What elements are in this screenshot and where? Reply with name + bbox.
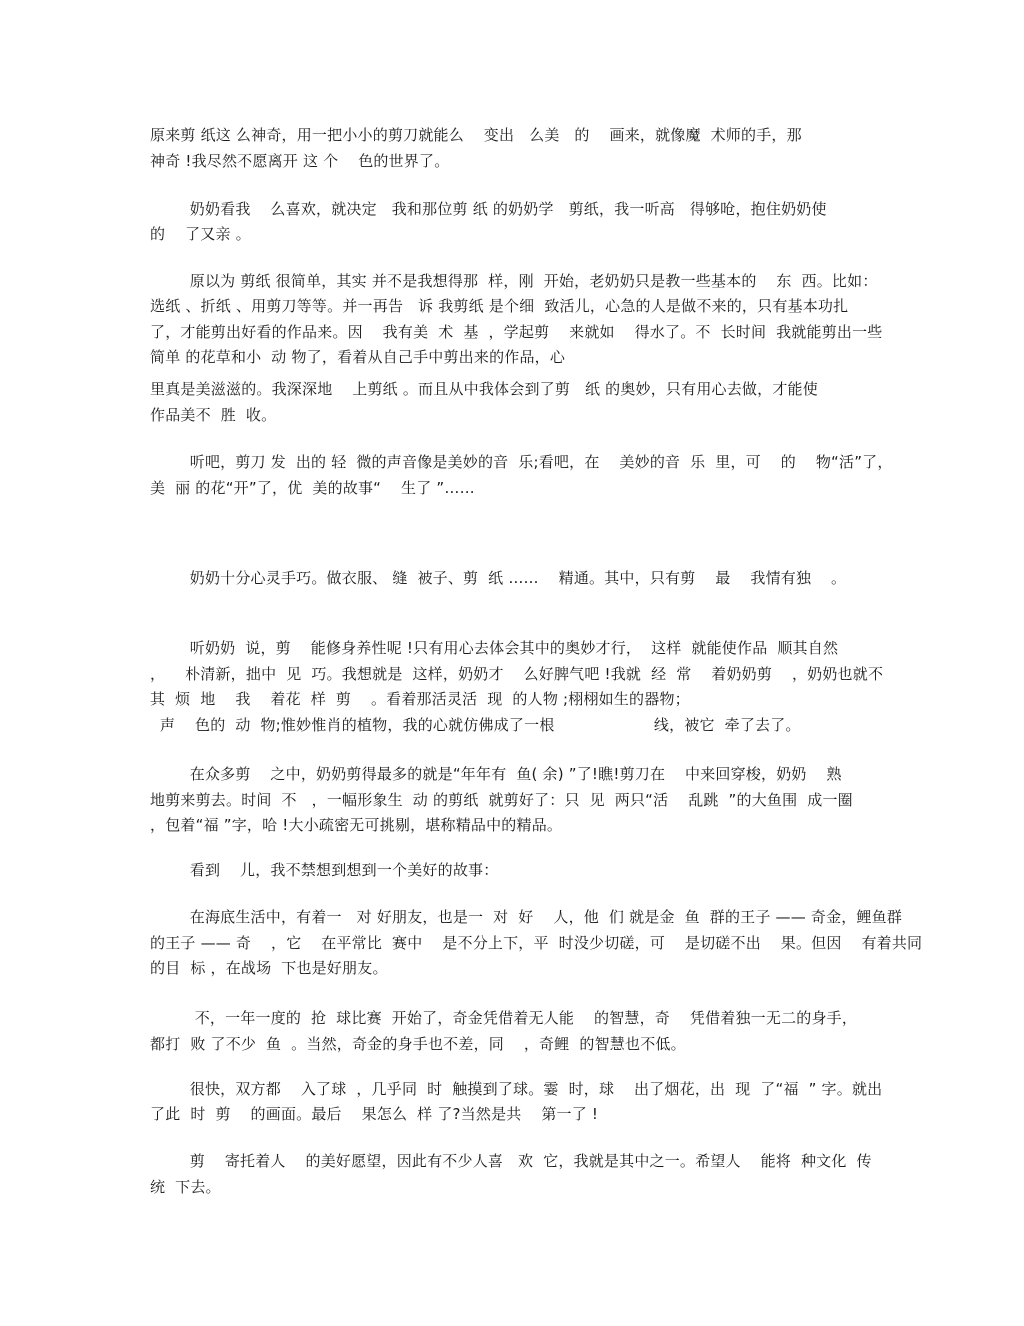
text-line: 的 了又亲 。 xyxy=(150,225,251,243)
text-line: 了，才能剪出好看的作品来。因 我有美 术 基 ，学起剪 来就如 得水了。不 长时间 我就能剪出一些 xyxy=(150,323,883,341)
text-line: 其 烦 地 我 着花 样 剪 。看着那活灵活 现 的人物 ;栩栩如生的器物； xyxy=(150,690,690,708)
text-line: 简单 的花草和小 动 物了，看着从自己手中剪出来的作品，心 xyxy=(150,348,566,366)
text-line: 不，一年一度的 抢 球比赛 开始了，奇金凭借着无人能 的智慧，奇 凭借着独一无二的身手， xyxy=(150,1009,858,1027)
text-line: 里真是美滋滋的。我深深地 上剪纸 。而且从中我体会到了剪 纸 的奥妙，只有用心去做，才能使 xyxy=(150,380,818,398)
text-line: 都打 败 了不少 鱼 。当然，奇金的身手也不差，同 ，奇鲤 的智慧也不低。 xyxy=(150,1035,686,1053)
text-line: 地剪来剪去。时间 不 ，一幅形象生 动 的剪纸 就剪好了：只 见 两只“活 乱跳 ”的大鱼围 成一圈 xyxy=(150,791,853,809)
text-line: 在众多剪 之中，奶奶剪得最多的就是“年年有 鱼( 余) ”了!瞧!剪刀在 中来回穿梭，奶奶 熟 xyxy=(150,765,842,783)
text-line: 统 下去。 xyxy=(150,1178,221,1196)
text-line: 奶奶看我 么喜欢，就决定 我和那位剪 纸 的奶奶学 剪纸，我一听高 得够呛，抱住奶奶使 xyxy=(150,200,827,218)
text-line: 看到 儿，我不禁想到想到一个美好的故事： xyxy=(150,861,499,879)
text-line: 作品美不 胜 收。 xyxy=(150,406,277,424)
text-line: ，包着“福 ”字，哈 !大小疏密无可挑剔，堪称精品中的精品。 xyxy=(150,816,563,834)
text-line: 奶奶十分心灵手巧。做衣服、 缝 被子、剪 纸 …… 精通。其中，只有剪 最 我情有独 。 xyxy=(150,569,847,587)
text-line: 剪 寄托着人 的美好愿望，因此有不少人喜 欢 它，我就是其中之一。希望人 能将 种文化 传 xyxy=(150,1152,872,1170)
text-line: 原来剪 纸这 么神奇，用一把小小的剪刀就能么 变出 么美 的 画来，就像魔 术师的手，那 xyxy=(150,126,802,144)
text-line: ， 朴清新，拙中 见 巧。我想就是 这样，奶奶才 么好脾气吧 !我就 经 常 着奶奶剪 ，奶奶也就不 xyxy=(150,665,884,683)
text-line: 了此 时 剪 的画面。最后 果怎么 样 了?当然是共 第一了 ! xyxy=(150,1105,599,1123)
text-line: 选纸 、折纸 、用剪刀等等。并一再告 诉 我剪纸 是个细 致活儿，心急的人是做不来的，只有基本功扎 xyxy=(150,297,849,315)
text-line: 的王子 —— 奇 ，它 在平常比 赛中 是不分上下，平 时没少切磋，可 是切磋不出 果。但因 有着共同 xyxy=(150,934,923,952)
text-line: 很快，双方都 入了球 ，几乎同 时 触摸到了球。霎 时，球 出了烟花，出 现 了“福 ” 字。就出 xyxy=(150,1080,883,1098)
text-line: 的目 标 ，在战场 下也是好朋友。 xyxy=(150,959,388,977)
text-line: 原以为 剪纸 很简单，其实 并不是我想得那 样，刚 开始，老奶奶只是教一些基本的 东 西。比如： xyxy=(150,272,878,290)
text-line: 声 色的 动 物;惟妙惟肖的植物，我的心就仿佛成了一根 线，被它 牵了去了。 xyxy=(150,716,801,734)
text-line: 神奇 !我尽然不愿离开 这 个 色的世界了。 xyxy=(150,152,450,170)
text-line: 美 丽 的花“开”了，优 美的故事“ 生了 ”…… xyxy=(150,479,475,497)
text-line: 听吧，剪刀 发 出的 轻 微的声音像是美妙的音 乐;看吧，在 美妙的音 乐 里，可 的 物“活”了， xyxy=(150,453,893,471)
text-line: 听奶奶 说，剪 能修身养性呢 !只有用心去体会其中的奥妙才行， 这样 就能使作品 顺其自然 xyxy=(150,639,839,657)
text-line: 在海底生活中，有着一 对 好朋友，也是一 对 好 人，他 们 就是金 鱼 群的王子 —— 奇金，鲤鱼群 xyxy=(150,908,903,926)
